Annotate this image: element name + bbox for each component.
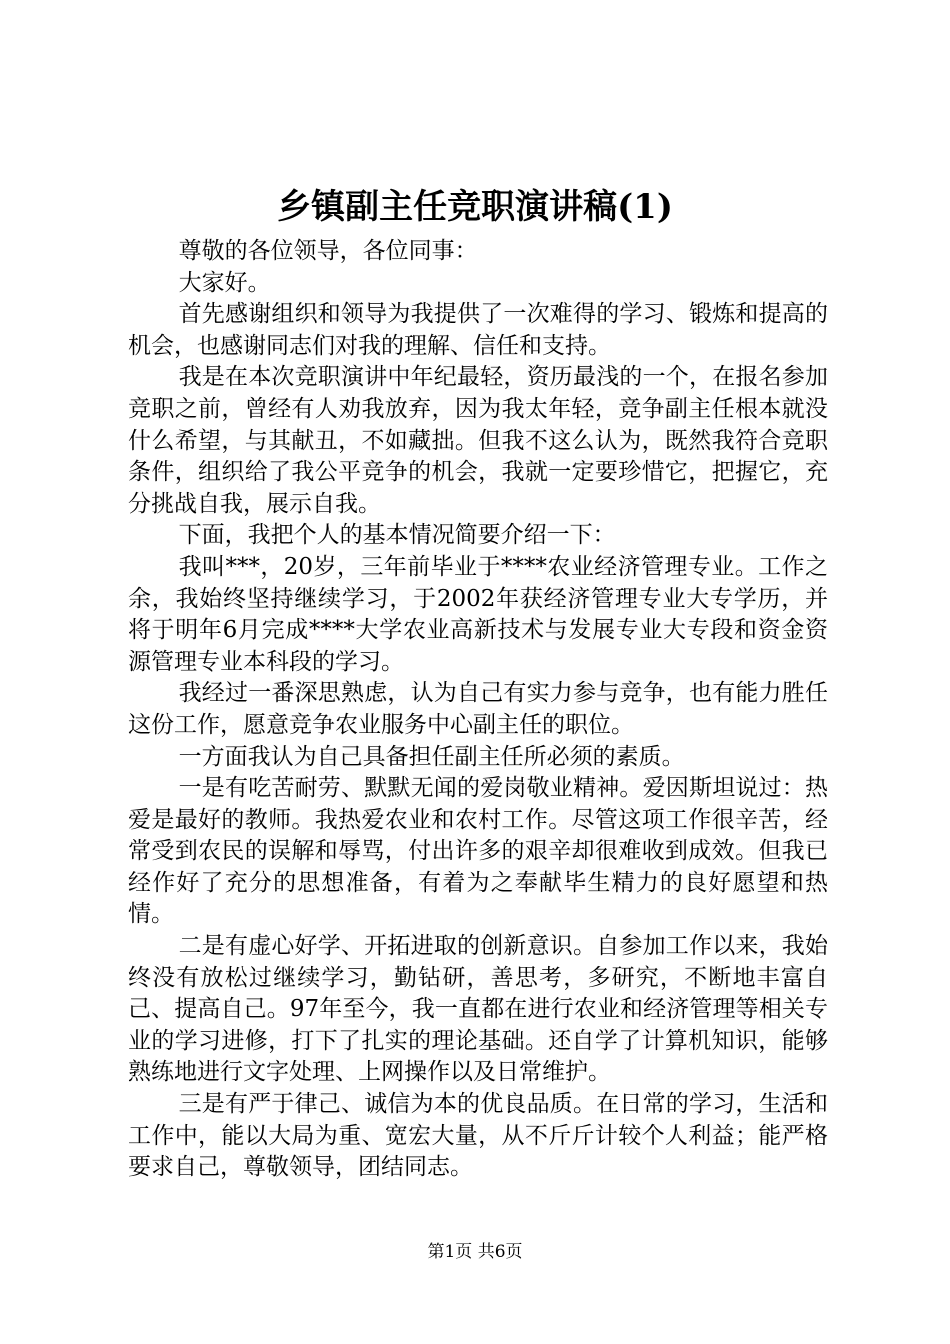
paragraph-thanks: 首先感谢组织和领导为我提供了一次难得的学习、锻炼和提高的机会，也感谢同志们对我的理解、信任和支持。 [128, 301, 828, 359]
document-title: 乡镇副主任竞职演讲稿(1) [277, 187, 673, 227]
document-body [128, 236, 828, 1184]
paragraph-quality-one: 一是有吃苦耐劳、默默无闻的爱岗敬业精神。爱因斯坦说过：热爱是最好的教师。我热爱农业和农村工作。尽管这项工作很辛苦，经常受到农民的误解和辱骂，付出许多的艰辛却很难收到成效。但我已经作好了充分的思想准备，有着为之奉献毕生精力的良好愿望和热情。 [128, 775, 828, 928]
paragraph-quality-two: 二是有虚心好学、开拓进取的创新意识。自参加工作以来，我始终没有放松过继续学习，勤钻研，善思考，多研究，不断地丰富自己、提高自己。97年至今，我一直都在进行农业和经济管理等相关专业的学习进修，打下了扎实的理论基础。还自学了计算机知识，能够熟练地进行文字处理、上网操作以及日常维护。 [128, 933, 828, 1086]
paragraph-salutation: 尊敬的各位领导，各位同事： [178, 238, 478, 264]
page-footer: 第1页 共6页 [427, 1242, 523, 1262]
paragraph-quality-three: 三是有严于律己、诚信为本的优良品质。在日常的学习，生活和工作中，能以大局为重、宽宏大量，从不斤斤计较个人利益；能严格要求自己，尊敬领导，团结同志。 [128, 1091, 828, 1181]
paragraph-greeting: 大家好。 [178, 269, 271, 296]
paragraph-qualities-intro: 一方面我认为自己具备担任副主任所必须的素质。 [178, 743, 685, 770]
paragraph-decision: 我经过一番深思熟虑，认为自己有实力参与竞争，也有能力胜任这份工作，愿意竞争农业服务中心副主任的职位。 [128, 680, 828, 738]
paragraph-background: 我叫***，20岁，三年前毕业于****农业经济管理专业。工作之余，我始终坚持继续学习，于2002年获经济管理专业大专学历，并将于明年6月完成****大学农业高新技术与发展专业大专段和资金资源管理专业本科段的学习。 [128, 553, 828, 675]
paragraph-transition: 下面，我把个人的基本情况简要介绍一下： [178, 522, 616, 549]
paragraph-introduction: 我是在本次竞职演讲中年纪最轻，资历最浅的一个，在报名参加竞职之前，曾经有人劝我放弃，因为我太年轻，竞争副主任根本就没什么希望，与其献丑，不如藏拙。但我不这么认为，既然我符合竞职条件，组织给了我公平竞争的机会，我就一定要珍惜它，把握它，充分挑战自我，展示自我。 [128, 364, 828, 517]
